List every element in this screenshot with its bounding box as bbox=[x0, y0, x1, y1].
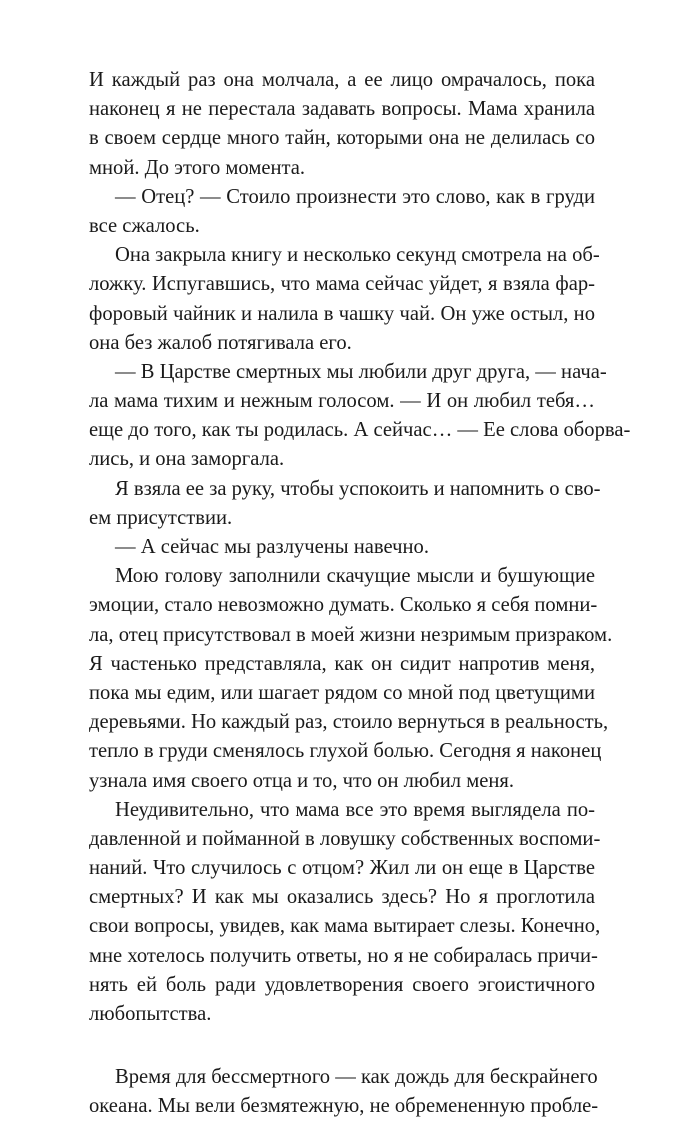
text-line: давленной и пойманной в ловушку собственных воспоми- bbox=[89, 827, 601, 850]
text-line: эмоции, стало невозможно думать. Сколько я себя помни- bbox=[89, 594, 598, 617]
text-line: Я взяла ее за руку, чтобы успокоить и напомнить о сво- bbox=[115, 477, 601, 500]
text-line: наконец я не перестала задавать вопросы. Мама хранила bbox=[89, 98, 595, 121]
text-line: мне хотелось получить ответы, но я не собиралась причи- bbox=[89, 944, 598, 967]
text-line: пока мы едим, или шагает рядом со мной под цветущими bbox=[89, 681, 595, 704]
text-line: все сжалось. bbox=[89, 214, 200, 237]
text-line: наний. Что случилось с отцом? Жил ли он еще в Царстве bbox=[89, 857, 595, 880]
text-line: любопытства. bbox=[89, 1003, 212, 1025]
text-line: тепло в груди сменялось глухой болью. Сегодня я наконец bbox=[89, 740, 602, 763]
text-line: деревьями. Но каждый раз, стоило вернуться в реальность, bbox=[89, 711, 609, 734]
text-line: в своем сердце много тайн, которыми она не делилась со bbox=[89, 127, 595, 150]
text-line: И каждый раз она молчала, а ее лицо омрачалось, пока bbox=[89, 69, 595, 91]
text-line: она без жалоб потягивала его. bbox=[89, 331, 352, 354]
text-line: нять ей боль ради удовлетворения своего эгоистичного bbox=[89, 973, 595, 996]
text-line: ложку. Испугавшись, что мама сейчас уйдет, я взяла фар- bbox=[89, 273, 595, 296]
text-line: Мою голову заполнили скачущие мысли и бушующие bbox=[115, 565, 595, 588]
text-line: узнала имя своего отца и то, что он любил меня. bbox=[89, 769, 515, 792]
text-line: смертных? И как мы оказались здесь? Но я проглотила bbox=[89, 886, 595, 909]
text-line: свои вопросы, увидев, как мама вытирает слезы. Конечно, bbox=[89, 915, 601, 938]
text-line: Она закрыла книгу и несколько секунд смотрела на об- bbox=[115, 244, 600, 267]
text-line: еще до того, как ты родилась. А сейчас… — Ее слова оборва- bbox=[89, 419, 631, 442]
text-line: ла мама тихим и нежным голосом. — И он любил тебя… bbox=[89, 390, 595, 413]
text-line: — Отец? — Стоило произнести это слово, как в груди bbox=[115, 185, 595, 208]
text-line: лись, и она заморгала. bbox=[89, 448, 285, 471]
text-line: Время для бессмертного — как дождь для бескрайнего bbox=[115, 1066, 598, 1089]
section-break bbox=[89, 1029, 595, 1063]
text-line: форовый чайник и налила в чашку чай. Он уже остыл, но bbox=[89, 302, 595, 325]
text-line: Неудивительно, что мама все это время выглядела по- bbox=[115, 798, 595, 821]
page-text bbox=[89, 66, 631, 1122]
text-line: мной. До этого момента. bbox=[89, 156, 306, 179]
text-line: Я частенько представляла, как он сидит напротив меня, bbox=[89, 652, 595, 675]
text-line: ла, отец присутствовал в моей жизни незримым призраком. bbox=[89, 623, 613, 646]
text-line: — А сейчас мы разлучены навечно. bbox=[115, 536, 429, 558]
text-line: ем присутствии. bbox=[89, 506, 233, 529]
text-line: океана. Мы вели безмятежную, не обремененную пробле- bbox=[89, 1095, 599, 1118]
text-line: — В Царстве смертных мы любили друг друга, — нача- bbox=[115, 360, 607, 383]
